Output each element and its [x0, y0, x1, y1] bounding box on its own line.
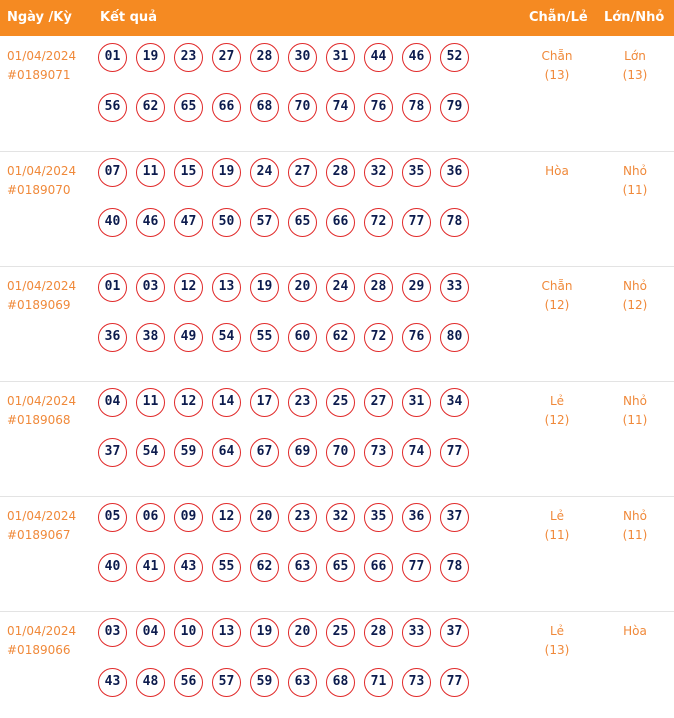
number-ball: 54	[212, 323, 241, 352]
number-ball: 38	[136, 323, 165, 352]
number-ball: 80	[440, 323, 469, 352]
number-ball: 19	[212, 158, 241, 187]
number-row	[98, 93, 488, 143]
number-ball: 04	[136, 618, 165, 647]
number-ball: 33	[440, 273, 469, 302]
header-date-period: Ngày /Kỳ	[7, 10, 72, 25]
big-small-cell	[600, 47, 670, 85]
number-ball: 12	[212, 503, 241, 532]
draw-id[interactable]: #0189066	[7, 643, 71, 657]
draw-date: 01/04/2024	[7, 164, 77, 178]
number-ball: 73	[402, 668, 431, 697]
number-ball: 33	[402, 618, 431, 647]
number-ball: 32	[326, 503, 355, 532]
number-ball: 65	[288, 208, 317, 237]
number-row	[98, 158, 488, 208]
number-row	[98, 668, 488, 718]
draw-date-cell	[7, 277, 76, 315]
draw-date: 01/04/2024	[7, 394, 77, 408]
big-small-cell	[600, 392, 670, 430]
number-ball: 78	[402, 93, 431, 122]
number-ball: 70	[288, 93, 317, 122]
number-ball: 12	[174, 273, 203, 302]
number-ball: 36	[402, 503, 431, 532]
number-ball: 03	[98, 618, 127, 647]
even-odd-count: (12)	[544, 298, 570, 312]
number-ball: 73	[364, 438, 393, 467]
number-ball: 27	[288, 158, 317, 187]
result-numbers	[98, 618, 488, 718]
number-ball: 28	[364, 618, 393, 647]
number-ball: 55	[250, 323, 279, 352]
number-ball: 63	[288, 553, 317, 582]
draw-date-cell	[7, 162, 76, 200]
number-ball: 49	[174, 323, 203, 352]
number-ball: 30	[288, 43, 317, 72]
draw-date-cell	[7, 47, 76, 85]
number-ball: 63	[288, 668, 317, 697]
number-row	[98, 323, 488, 373]
even-odd-value: Lẻ	[549, 509, 565, 523]
number-ball: 48	[136, 668, 165, 697]
number-row	[98, 438, 488, 488]
number-ball: 56	[98, 93, 127, 122]
draw-date-cell	[7, 392, 76, 430]
number-ball: 27	[212, 43, 241, 72]
result-numbers	[98, 503, 488, 603]
number-ball: 66	[326, 208, 355, 237]
number-row	[98, 553, 488, 603]
number-ball: 78	[440, 208, 469, 237]
big-small-count: (13)	[622, 68, 648, 82]
number-ball: 28	[364, 273, 393, 302]
number-ball: 40	[98, 553, 127, 582]
number-ball: 05	[98, 503, 127, 532]
number-ball: 74	[326, 93, 355, 122]
draw-id[interactable]: #0189069	[7, 298, 71, 312]
number-ball: 36	[98, 323, 127, 352]
even-odd-count: (12)	[544, 413, 570, 427]
number-ball: 12	[174, 388, 203, 417]
number-ball: 17	[250, 388, 279, 417]
number-ball: 23	[288, 503, 317, 532]
draw-id[interactable]: #0189070	[7, 183, 71, 197]
number-ball: 27	[364, 388, 393, 417]
number-ball: 70	[326, 438, 355, 467]
number-ball: 15	[174, 158, 203, 187]
number-ball: 19	[250, 618, 279, 647]
number-row	[98, 43, 488, 93]
number-ball: 64	[212, 438, 241, 467]
number-ball: 50	[212, 208, 241, 237]
big-small-value: Hòa	[623, 624, 647, 638]
number-ball: 43	[98, 668, 127, 697]
number-ball: 46	[136, 208, 165, 237]
number-ball: 24	[326, 273, 355, 302]
header-result: Kết quả	[100, 10, 157, 25]
number-ball: 35	[364, 503, 393, 532]
number-ball: 11	[136, 158, 165, 187]
number-ball: 77	[440, 668, 469, 697]
result-numbers	[98, 273, 488, 373]
number-ball: 14	[212, 388, 241, 417]
big-small-value: Nhỏ	[623, 164, 647, 178]
big-small-count: (11)	[622, 413, 648, 427]
draw-id[interactable]: #0189068	[7, 413, 71, 427]
number-ball: 10	[174, 618, 203, 647]
draw-date: 01/04/2024	[7, 624, 77, 638]
big-small-count: (11)	[622, 183, 648, 197]
number-ball: 13	[212, 618, 241, 647]
big-small-value: Nhỏ	[623, 394, 647, 408]
number-ball: 06	[136, 503, 165, 532]
number-ball: 52	[440, 43, 469, 72]
number-row	[98, 208, 488, 258]
number-ball: 68	[326, 668, 355, 697]
number-ball: 34	[440, 388, 469, 417]
big-small-count: (11)	[622, 528, 648, 542]
number-ball: 20	[288, 618, 317, 647]
number-ball: 24	[250, 158, 279, 187]
table-row	[0, 381, 674, 497]
number-ball: 77	[402, 208, 431, 237]
number-ball: 11	[136, 388, 165, 417]
number-ball: 37	[440, 618, 469, 647]
number-ball: 40	[98, 208, 127, 237]
number-row	[98, 273, 488, 323]
number-ball: 20	[288, 273, 317, 302]
number-row	[98, 503, 488, 553]
number-ball: 77	[402, 553, 431, 582]
number-ball: 54	[136, 438, 165, 467]
number-ball: 28	[250, 43, 279, 72]
number-ball: 57	[212, 668, 241, 697]
number-ball: 32	[364, 158, 393, 187]
number-ball: 04	[98, 388, 127, 417]
number-ball: 25	[326, 618, 355, 647]
number-ball: 55	[212, 553, 241, 582]
big-small-cell	[600, 507, 670, 545]
number-ball: 13	[212, 273, 241, 302]
number-ball: 74	[402, 438, 431, 467]
number-ball: 67	[250, 438, 279, 467]
number-ball: 46	[402, 43, 431, 72]
number-ball: 79	[440, 93, 469, 122]
even-odd-count: (13)	[544, 68, 570, 82]
number-ball: 09	[174, 503, 203, 532]
table-row	[0, 611, 674, 718]
draw-date: 01/04/2024	[7, 49, 77, 63]
number-ball: 72	[364, 208, 393, 237]
number-ball: 62	[250, 553, 279, 582]
even-odd-value: Hòa	[545, 164, 569, 178]
result-numbers	[98, 388, 488, 488]
even-odd-cell	[522, 277, 592, 315]
number-ball: 77	[440, 438, 469, 467]
big-small-cell	[600, 277, 670, 315]
number-ball: 19	[136, 43, 165, 72]
draw-date: 01/04/2024	[7, 509, 77, 523]
number-ball: 36	[440, 158, 469, 187]
number-ball: 37	[98, 438, 127, 467]
even-odd-count: (11)	[544, 528, 570, 542]
big-small-value: Nhỏ	[623, 509, 647, 523]
big-small-cell	[600, 162, 670, 200]
number-ball: 37	[440, 503, 469, 532]
number-ball: 43	[174, 553, 203, 582]
number-ball: 20	[250, 503, 279, 532]
even-odd-cell	[522, 47, 592, 85]
table-row	[0, 266, 674, 382]
number-ball: 65	[174, 93, 203, 122]
number-ball: 31	[402, 388, 431, 417]
number-ball: 76	[364, 93, 393, 122]
draw-date-cell	[7, 622, 76, 660]
number-ball: 07	[98, 158, 127, 187]
table-row	[0, 36, 674, 152]
table-header	[0, 0, 674, 36]
number-ball: 66	[212, 93, 241, 122]
number-ball: 62	[136, 93, 165, 122]
big-small-cell	[600, 622, 670, 641]
even-odd-cell	[522, 392, 592, 430]
number-ball: 59	[174, 438, 203, 467]
result-numbers	[98, 43, 488, 143]
number-ball: 01	[98, 43, 127, 72]
number-ball: 76	[402, 323, 431, 352]
number-row	[98, 388, 488, 438]
number-ball: 71	[364, 668, 393, 697]
even-odd-cell	[522, 162, 592, 181]
even-odd-value: Chẵn	[541, 279, 573, 293]
number-ball: 44	[364, 43, 393, 72]
table-row	[0, 496, 674, 612]
number-ball: 28	[326, 158, 355, 187]
number-ball: 66	[364, 553, 393, 582]
even-odd-value: Lẻ	[549, 394, 565, 408]
even-odd-value: Lẻ	[549, 624, 565, 638]
draw-date: 01/04/2024	[7, 279, 77, 293]
big-small-count: (12)	[622, 298, 648, 312]
number-ball: 59	[250, 668, 279, 697]
number-ball: 41	[136, 553, 165, 582]
big-small-value: Lớn	[624, 49, 646, 63]
number-ball: 62	[326, 323, 355, 352]
number-ball: 60	[288, 323, 317, 352]
number-ball: 31	[326, 43, 355, 72]
number-ball: 68	[250, 93, 279, 122]
draw-id[interactable]: #0189067	[7, 528, 71, 542]
table-row	[0, 151, 674, 267]
header-even-odd: Chẵn/Lẻ	[529, 10, 588, 25]
number-ball: 56	[174, 668, 203, 697]
number-row	[98, 618, 488, 668]
even-odd-cell	[522, 507, 592, 545]
even-odd-cell	[522, 622, 592, 660]
number-ball: 23	[288, 388, 317, 417]
number-ball: 35	[402, 158, 431, 187]
even-odd-value: Chẵn	[541, 49, 573, 63]
number-ball: 25	[326, 388, 355, 417]
number-ball: 69	[288, 438, 317, 467]
number-ball: 47	[174, 208, 203, 237]
number-ball: 01	[98, 273, 127, 302]
number-ball: 72	[364, 323, 393, 352]
number-ball: 65	[326, 553, 355, 582]
number-ball: 03	[136, 273, 165, 302]
number-ball: 57	[250, 208, 279, 237]
even-odd-count: (13)	[544, 643, 570, 657]
number-ball: 19	[250, 273, 279, 302]
number-ball: 78	[440, 553, 469, 582]
draw-date-cell	[7, 507, 76, 545]
big-small-value: Nhỏ	[623, 279, 647, 293]
result-numbers	[98, 158, 488, 258]
draw-id[interactable]: #0189071	[7, 68, 71, 82]
number-ball: 23	[174, 43, 203, 72]
header-big-small: Lớn/Nhỏ	[604, 10, 665, 25]
number-ball: 29	[402, 273, 431, 302]
